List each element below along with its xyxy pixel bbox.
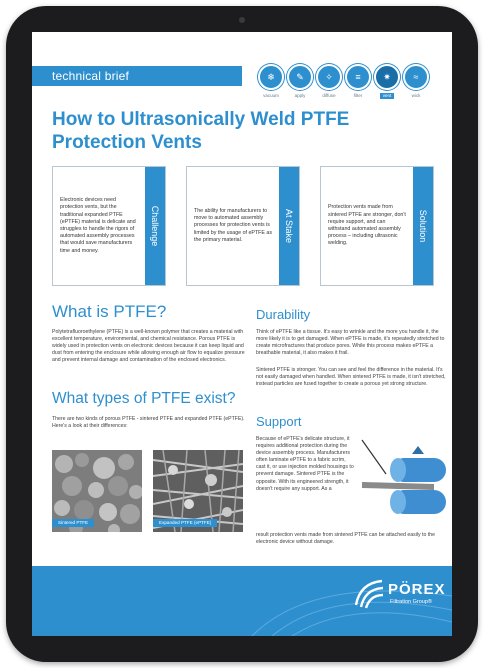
wick-icon: ≈ — [403, 64, 429, 90]
porex-logo-subtitle: Filtration Group® — [390, 599, 432, 605]
vent-material-strip — [362, 482, 434, 490]
what-is-ptfe-body: Polytetrafluoroethylene (PTFE) is a well-known polymer that creates a material with excellent temperature, environmental, and chemical resistance. Porous PTFE is widely used in protection vents on electronic devices because it can keep liquid and dust from entering the enclosure while allowing enough air flow to equalize pressure and prevent internal damage and contamination of the enclosed electronics. — [52, 329, 245, 364]
ptfe-types-heading: What types of PTFE exist? — [52, 390, 236, 407]
direction-arrow-icon — [412, 446, 424, 454]
diffuse-icon: ✧ — [316, 64, 342, 90]
icon-item-diffuse — [316, 64, 342, 99]
page-title: How to Ultrasonically Weld PTFE Protection Vents — [52, 109, 350, 153]
durability-heading: Durability — [256, 307, 311, 322]
technical-brief-label: technical brief — [52, 69, 130, 83]
icon-label: vent — [380, 93, 395, 99]
ultrasonic-weld-rollers-diagram — [358, 436, 448, 528]
at-stake-tab-label: At Stake — [284, 208, 294, 244]
expanded-ptfe-photo — [153, 450, 243, 532]
vacuum-icon: ❄ — [258, 64, 284, 90]
at-stake-card — [186, 166, 300, 286]
tablet-frame — [6, 6, 478, 662]
solution-card — [320, 166, 434, 286]
icon-label: vacuum — [263, 93, 279, 98]
solution-text: Protection vents made from sintered PTFE are stronger, don't require support, and can withstand automated assembly process – including ultrasonic welding. — [328, 204, 406, 247]
icon-item-vent — [374, 64, 400, 99]
support-body: Because of ePTFE's delicate structure, it requires additional protection during the device assembly process. Manufacturers often laminate ePTFE to a fabric scrim, cast it, or use injection molded housings to prevent damage. Sintered PTFE is the opposite. With its engineered strength, it doesn't require any support. As a — [256, 436, 354, 492]
filter-icon: ≡ — [345, 64, 371, 90]
icon-label: wick — [411, 93, 421, 98]
porex-logo-mark-icon — [352, 577, 386, 611]
apply-icon: ✎ — [287, 64, 313, 90]
what-is-ptfe-heading: What is PTFE? — [52, 302, 167, 321]
porex-logo — [352, 577, 446, 617]
challenge-tab — [145, 167, 165, 285]
durability-body-1: Think of ePTFE like a tissue. It's easy to wrinkle and the more you handle it, the more likely it is to get damaged. When ePTFE is made, it's repeatedly stretched to create microfractures that produce pores. While this process makes ePTFE a breathable material, it also makes it frail. — [256, 329, 445, 357]
icon-item-vacuum — [258, 64, 284, 99]
sintered-ptfe-photo — [52, 450, 142, 532]
icon-item-wick — [403, 64, 429, 99]
application-icon-row — [258, 64, 429, 99]
support-body-end: result protection vents made from sintered PTFE can be attached easily to the electronic device without damage. — [256, 532, 436, 546]
durability-body-2: Sintered PTFE is stronger. You can see and feel the difference in the material. It's not easily damaged when handled. When sintered PTFE is made, it isn't stretched, instead particles are fused together to create a porous yet strong structure. — [256, 367, 446, 388]
challenge-tab-label: Challenge — [150, 205, 160, 247]
camera-dot — [239, 17, 245, 23]
support-heading: Support — [256, 414, 302, 429]
icon-label: diffuse — [322, 93, 336, 98]
sintered-ptfe-caption: Sintered PTFE — [52, 519, 94, 527]
icon-item-filter — [345, 64, 371, 99]
solution-tab — [413, 167, 433, 285]
expanded-ptfe-caption: Expanded PTFE (ePTFE) — [153, 519, 217, 527]
vent-icon: ✷ — [374, 64, 400, 90]
icon-item-apply — [287, 64, 313, 99]
technical-brief-banner — [32, 66, 242, 86]
document-page — [32, 32, 452, 636]
lower-roller-end — [390, 490, 406, 514]
ptfe-types-body: There are two kinds of porous PTFE - sintered PTFE and expanded PTFE (ePTFE). Here's a look at their differences: — [52, 416, 245, 430]
at-stake-tab — [279, 167, 299, 285]
challenge-text: Electronic devices need protection vents, but the traditional expanded PTFE (ePTFE) material is delicate and struggles to handle the rigors of automated assembly processes that would save manufacturers time and money. — [60, 197, 136, 254]
icon-label: filter — [353, 93, 363, 98]
challenge-card — [52, 166, 166, 286]
icon-label: apply — [294, 93, 306, 98]
at-stake-text: The ability for manufacturers to move to automated assembly processes for protection vents is limited by the usage of ePTFE as the primary material. — [194, 207, 273, 243]
porex-logo-word: PÖREX — [388, 581, 446, 598]
solution-tab-label: Solution — [418, 209, 428, 243]
upper-roller-end — [390, 458, 406, 482]
weld-horn-line — [362, 440, 386, 474]
